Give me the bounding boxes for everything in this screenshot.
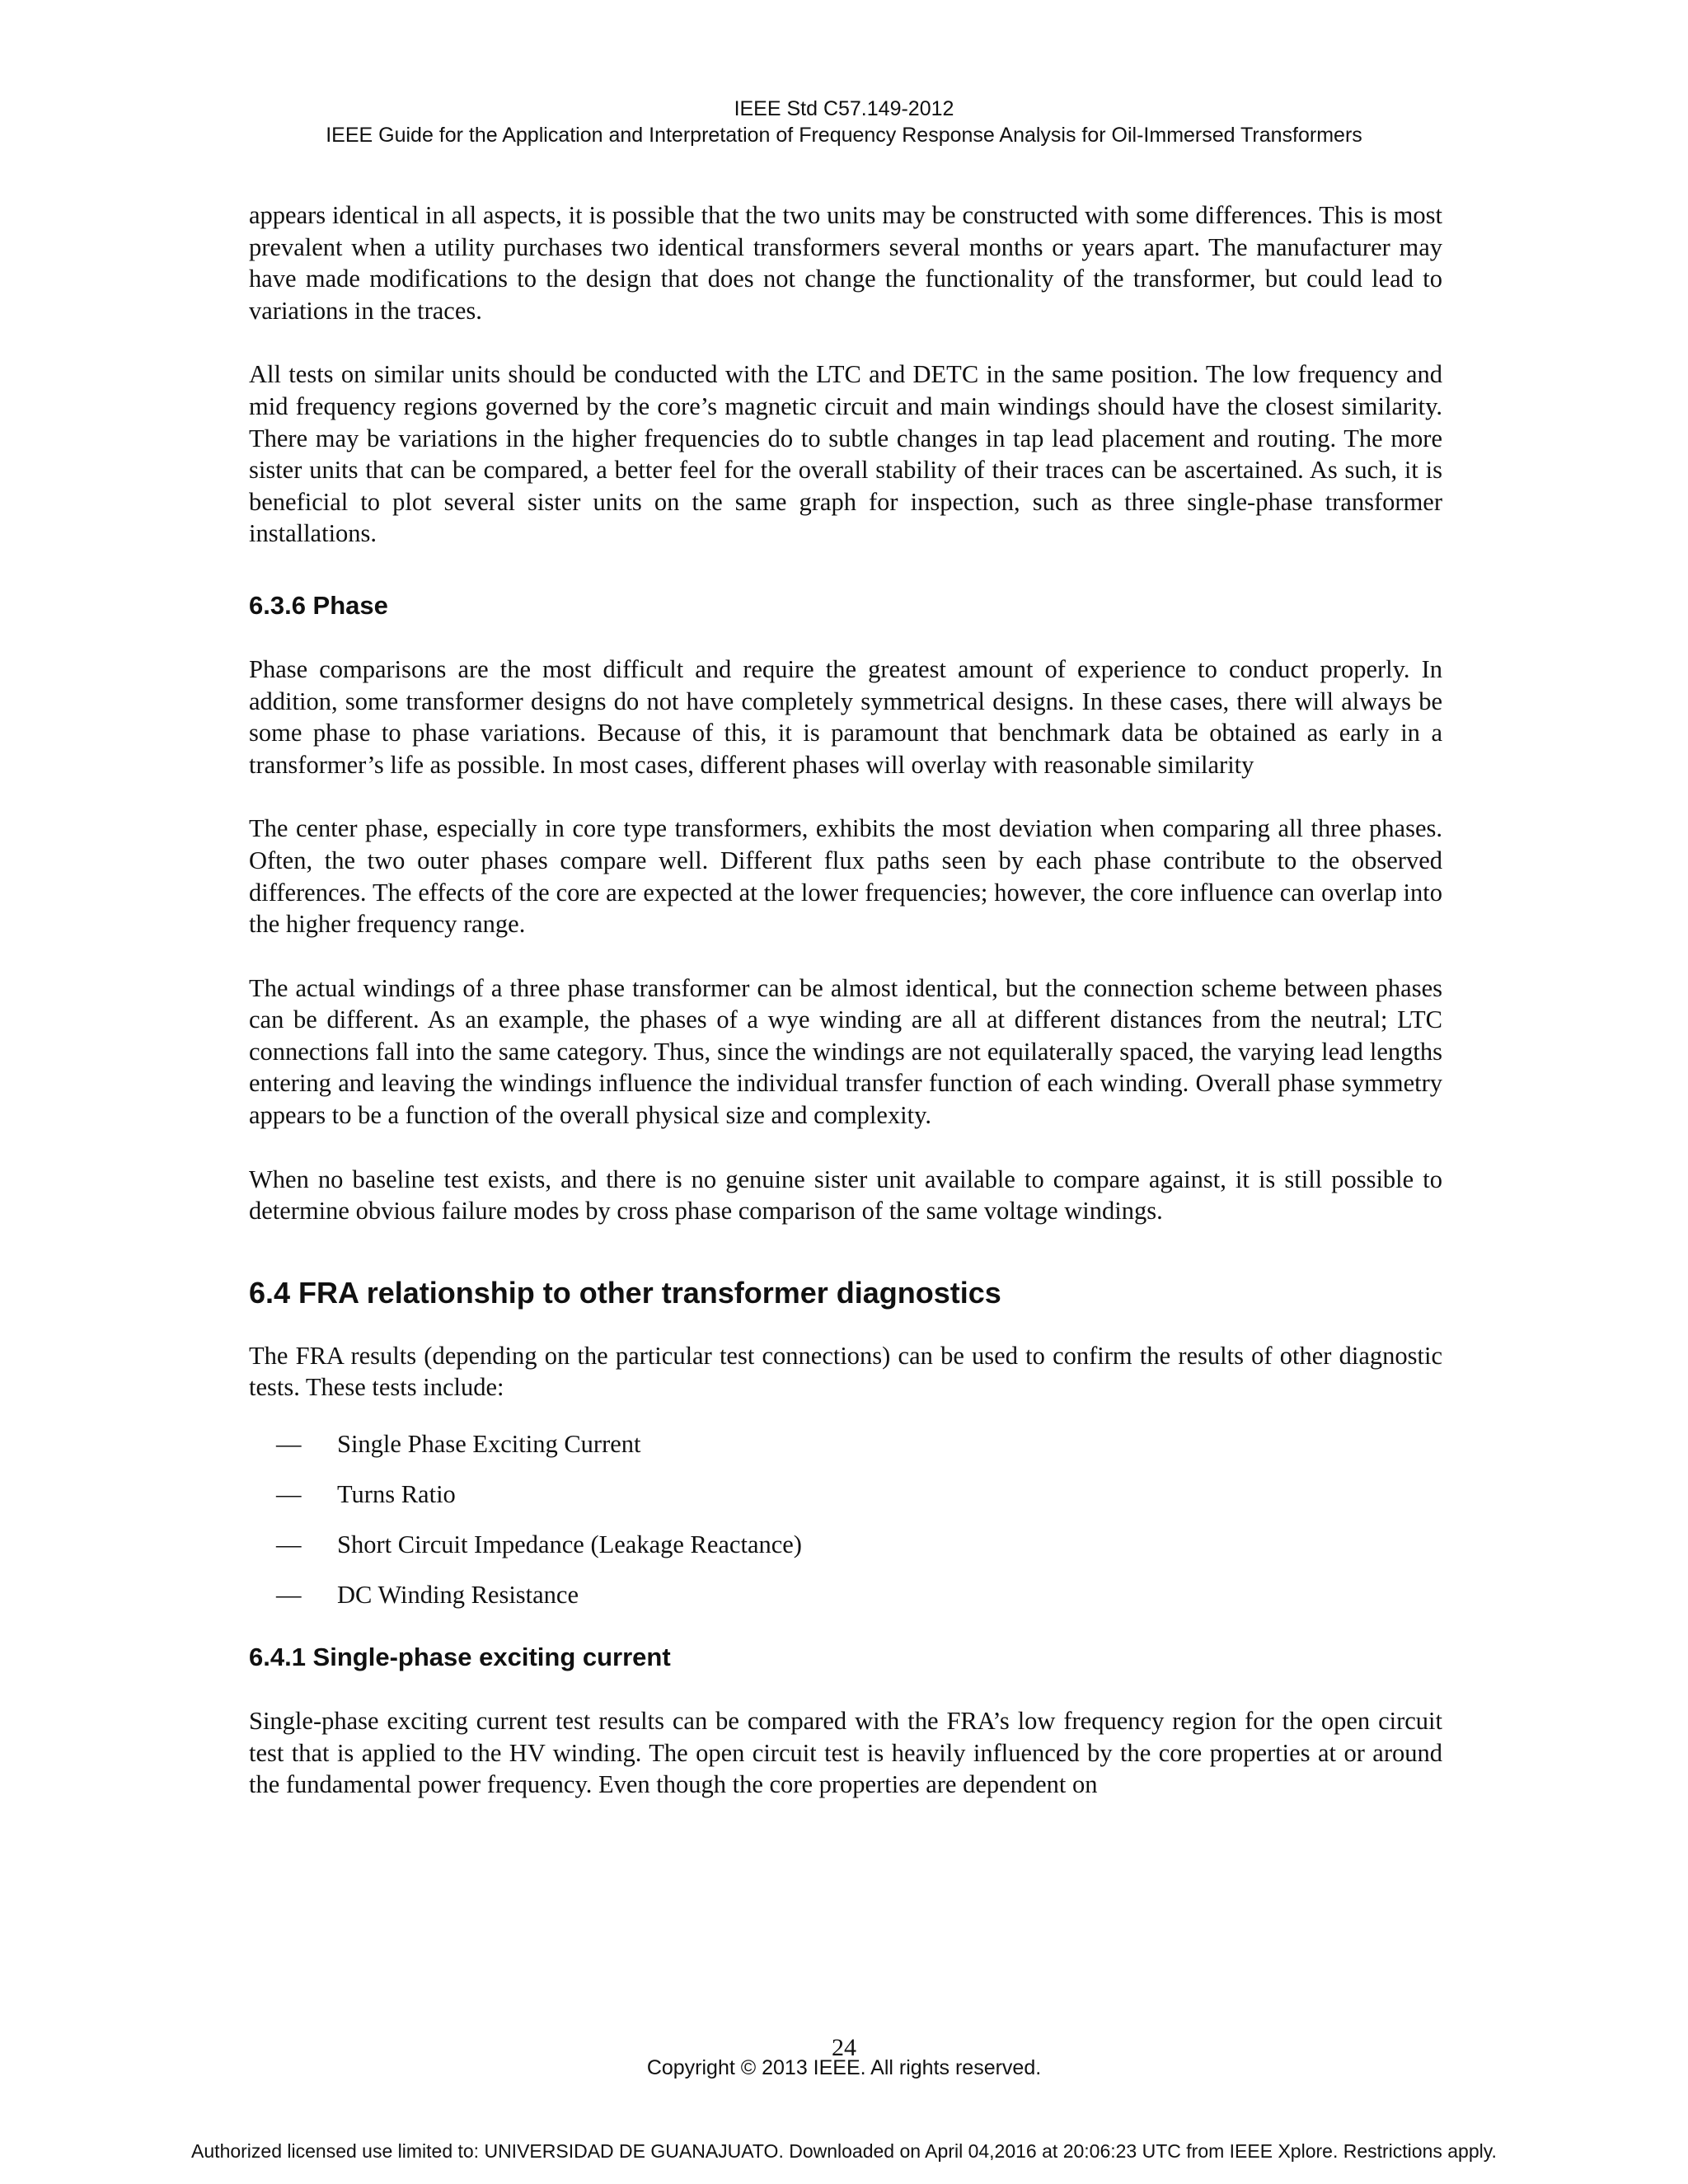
paragraph-no-baseline: When no baseline test exists, and there is no genuine sister unit available to compare against, it is still possible to determine obvious failure modes by cross phase comparison of the same voltage windings.	[249, 1165, 1442, 1226]
list-dash: —	[276, 1480, 302, 1509]
list-item-label: Turns Ratio	[337, 1480, 456, 1509]
paragraph-sister-units-continued: appears identical in all aspects, it is possible that the two units may be constructed with some differences. This is most prevalent when a utility purchases two identical transformers several months or years apart. The manufacturer may have made modifications to the design that does not change the functionality of the transformer, but could lead to variations in the traces.	[249, 201, 1442, 325]
list-item-label: Single Phase Exciting Current	[337, 1430, 641, 1459]
paragraph-fra-results: The FRA results (depending on the particular test connections) can be used to confirm the results of other diagnostic tests. These tests include:	[249, 1341, 1442, 1402]
diagnostic-tests-list	[249, 1428, 1442, 1610]
list-dash: —	[276, 1581, 302, 1610]
section-heading-6-4-1: 6.4.1 Single-phase exciting current	[249, 1643, 671, 1672]
license-notice: Authorized licensed use limited to: UNIVERSIDAD DE GUANAJUATO. Downloaded on April 04,2016 at 20:06:23 UTC from IEEE Xplore. Restrictions apply.	[191, 2140, 1497, 2162]
page-header	[0, 96, 1688, 148]
paragraph-phase-comparisons: Phase comparisons are the most difficult and require the greatest amount of experience to conduct properly. In addition, some transformer designs do not have completely symmetrical designs. In these cases, there will always be some phase to phase variations. Because of this, it is paramount that benchmark data be obtained as early in a transformer’s life as possible. In most cases, different phases will overlay with reasonable similarity	[249, 654, 1442, 779]
paragraph-similar-units-tests: All tests on similar units should be conducted with the LTC and DETC in the same position. The low frequency and mid frequency regions governed by the core’s magnetic circuit and main windings should have the closest similarity. There may be variations in the higher frequencies do to subtle changes in tap lead placement and routing. The more sister units that can be compared, a better feel for the overall stability of their traces can be ascertained. As such, it is beneficial to plot several sister units on the same graph for inspection, such as three single-phase transformer installations.	[249, 360, 1442, 548]
header-title: IEEE Guide for the Application and Interpretation of Frequency Response Analysis for Oil-Immersed Transformers	[326, 124, 1362, 147]
list-item	[249, 1579, 1442, 1610]
copyright-notice: Copyright © 2013 IEEE. All rights reserved.	[646, 2056, 1042, 2079]
list-dash: —	[276, 1430, 302, 1459]
list-item-label: Short Circuit Impedance (Leakage Reactance)	[337, 1530, 802, 1559]
paragraph-single-phase-exciting: Single-phase exciting current test results can be compared with the FRA’s low frequency region for the open circuit test that is applied to the HV winding. The open circuit test is heavily influenced by the core properties at or around the fundamental power frequency. Even though the core properties are dependent on	[249, 1707, 1442, 1799]
paragraph-windings-connection: The actual windings of a three phase transformer can be almost identical, but the connection scheme between phases can be different. As an example, the phases of a wye winding are all at different distances from the neutral; LTC connections fall into the same category. Thus, since the windings are not equilaterally spaced, the varying lead lengths entering and leaving the windings influence the individual transfer function of each winding. Overall phase symmetry appears to be a function of the overall physical size and complexity.	[249, 973, 1442, 1130]
list-item	[249, 1428, 1442, 1460]
section-heading-6-4: 6.4 FRA relationship to other transformer diagnostics	[249, 1275, 1001, 1310]
list-dash: —	[276, 1530, 302, 1559]
header-standard: IEEE Std C57.149-2012	[734, 97, 954, 120]
page-number: 24	[832, 2034, 856, 2061]
paragraph-center-phase: The center phase, especially in core type transformers, exhibits the most deviation when comparing all three phases. Often, the two outer phases compare well. Different flux paths seen by each phase contribute to the observed differences. The effects of the core are expected at the lower frequencies; however, the core influence can overlap into the higher frequency range.	[249, 814, 1442, 939]
list-item-label: DC Winding Resistance	[337, 1581, 579, 1610]
list-item	[249, 1479, 1442, 1510]
list-item	[249, 1529, 1442, 1560]
document-body	[249, 199, 1442, 1833]
section-heading-6-3-6: 6.3.6 Phase	[249, 590, 388, 620]
